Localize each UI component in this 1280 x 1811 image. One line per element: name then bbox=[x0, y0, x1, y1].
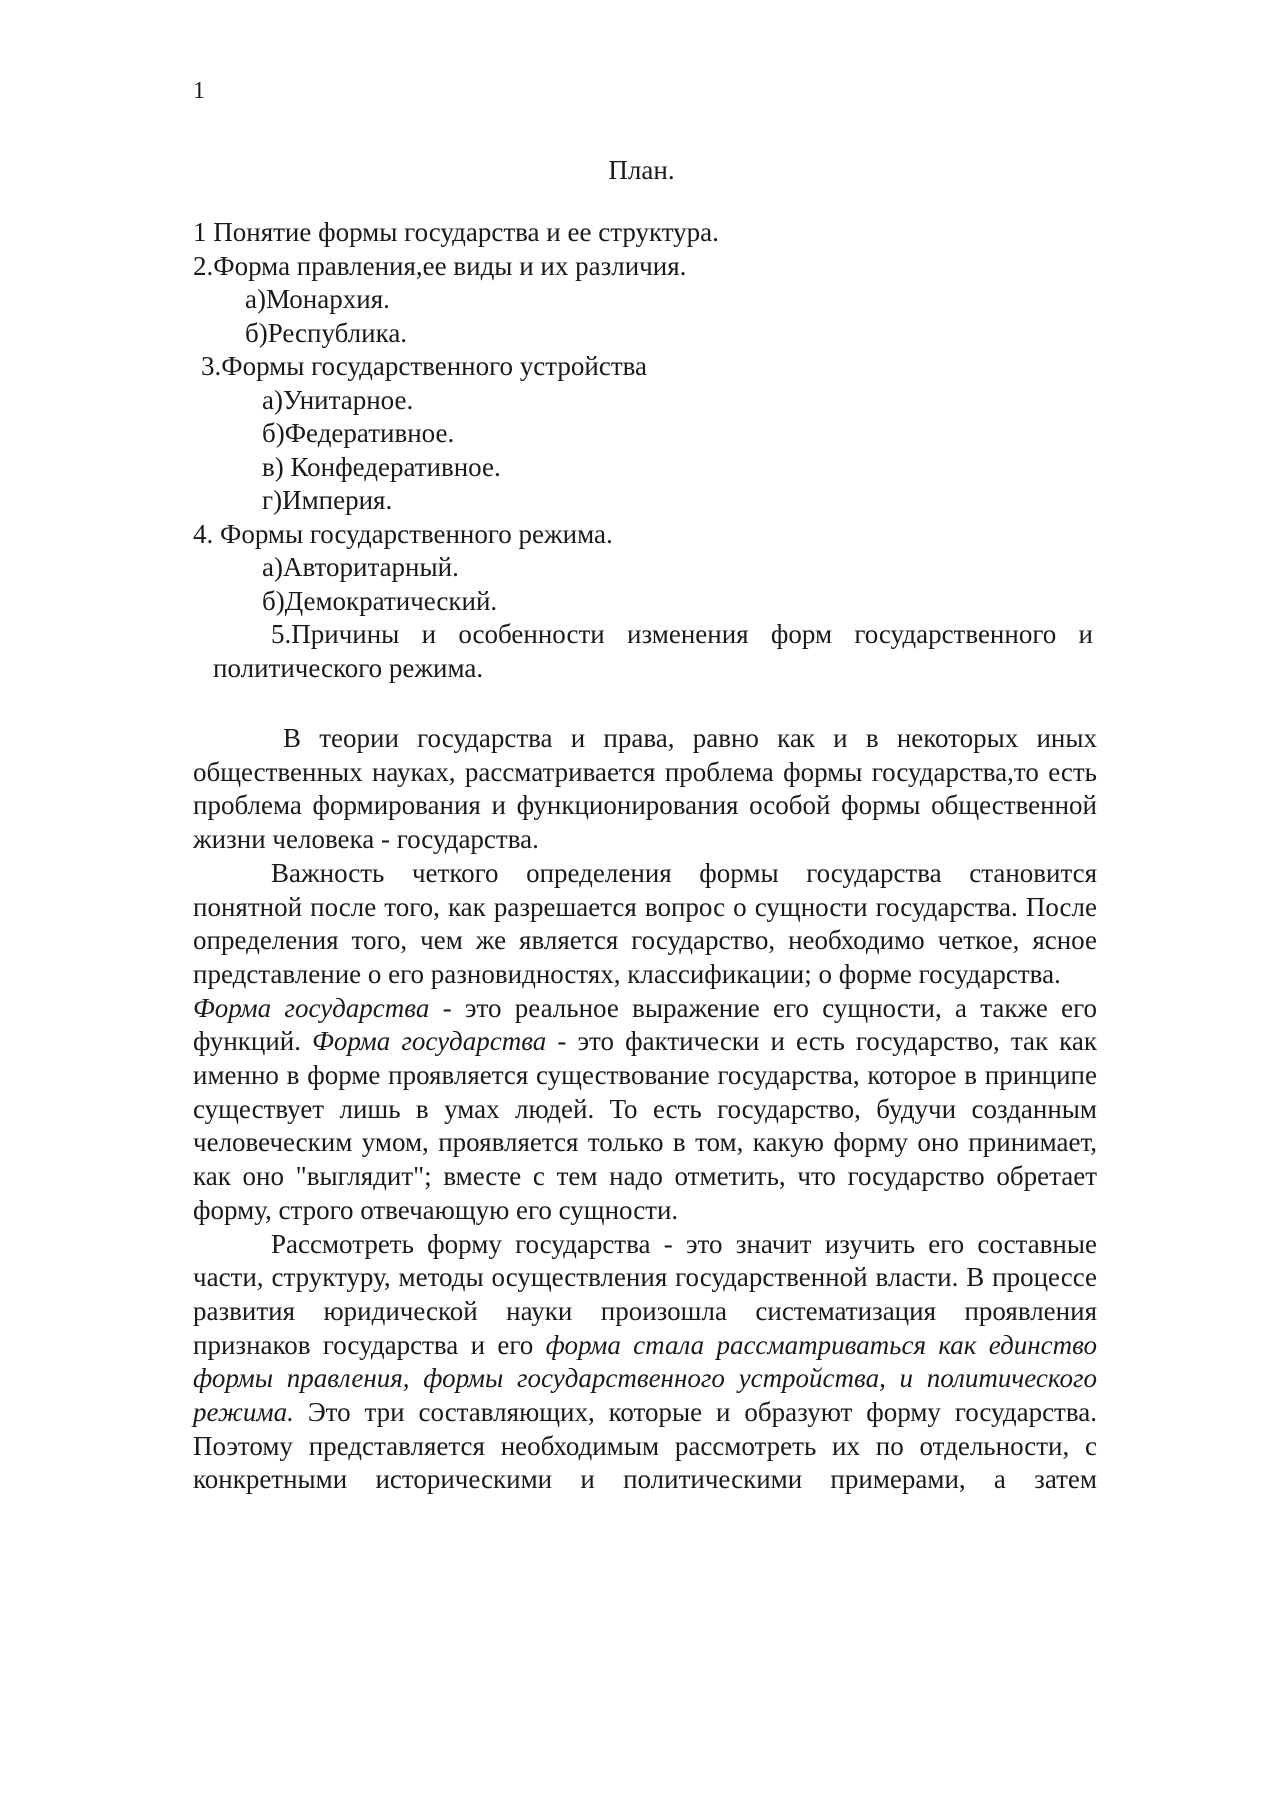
toc-item-4: 4. Формы государственного режима. bbox=[193, 518, 613, 549]
toc-item-2: 2.Форма правления,ее виды и их различия. bbox=[193, 250, 687, 281]
toc-item-3b: б)Федеративное. bbox=[262, 418, 455, 448]
paragraph-1: В теории государства и права, равно как и в некоторых иных общественных науках, рассматривается проблема формы государства,то есть проблема формирования и функционирования особой формы общественной жизни человека - государства. bbox=[193, 723, 1097, 855]
term-form-of-state-1: Форма государства bbox=[193, 992, 430, 1023]
toc-item-3: 3.Формы государственного устройства bbox=[201, 351, 648, 381]
paragraph-4-text-1: Рассмотреть форму государства - это значит изучить его составные части, структуру, методы осуществления государственной власти. В процессе развития юридической науки произошла систематизация проявления признаков государства и его bbox=[193, 1228, 1097, 1360]
toc-item-2a: а)Монархия. bbox=[245, 284, 390, 314]
toc-item-4b: б)Демократический. bbox=[262, 585, 498, 616]
toc-item-3a: а)Унитарное. bbox=[262, 384, 414, 415]
plan-heading bbox=[0, 155, 1280, 186]
toc-item-2b: б)Республика. bbox=[245, 317, 408, 348]
table-of-contents bbox=[193, 216, 1093, 685]
paragraph-3-text-1: - это реальное выражение его сущности, а также его функций. bbox=[193, 992, 1098, 1057]
plan-heading-text: План. bbox=[608, 155, 675, 185]
toc-item-4a: а)Авторитарный. bbox=[262, 552, 459, 582]
page-number: 1 bbox=[193, 78, 205, 104]
paragraph-3 bbox=[193, 992, 1097, 1228]
paragraph-4-emphasis: форма стала рассматриваться как единство формы правления, формы государственного устройства, и политического режима. bbox=[193, 1329, 1097, 1428]
toc-item-5: 5.Причины и особенности изменения форм государственного и политического режима. bbox=[213, 619, 1093, 683]
toc-item-3d: г)Империя. bbox=[262, 485, 393, 515]
body-text bbox=[193, 722, 1097, 1497]
paragraph-4 bbox=[193, 1228, 1097, 1498]
paragraph-4-text-2: Это три составляющих, которые и образуют форму государства. Поэтому представляется необходимым рассмотреть их по отдельности, с конкретными историческими и политическими примерами, а затем bbox=[193, 1397, 1097, 1495]
paragraph-2: Важность четкого определения формы государства становится понятной после того, как разрешается вопрос о сущности государства. После определения того, чем же является государство, необходимо четкое, ясное представление о его разновидностях, классификации; о форме государства. bbox=[193, 857, 1097, 989]
toc-item-3c: в) Конфедеративное. bbox=[262, 451, 501, 482]
paragraph-3-text-2: - это фактически и есть государство, так как именно в форме проявляется существование государства, которое в принципе существует лишь в умах людей. То есть государство, будучи созданным человеческим умом, проявляется только в том, какую форму оно принимает, как оно "выглядит"; вместе с тем надо отметить, что государство обретает форму, строго отвечающую его сущности. bbox=[193, 1026, 1097, 1225]
toc-item-1: 1 Понятие формы государства и ее структура. bbox=[193, 217, 719, 247]
term-form-of-state-2: Форма государства bbox=[312, 1026, 547, 1057]
